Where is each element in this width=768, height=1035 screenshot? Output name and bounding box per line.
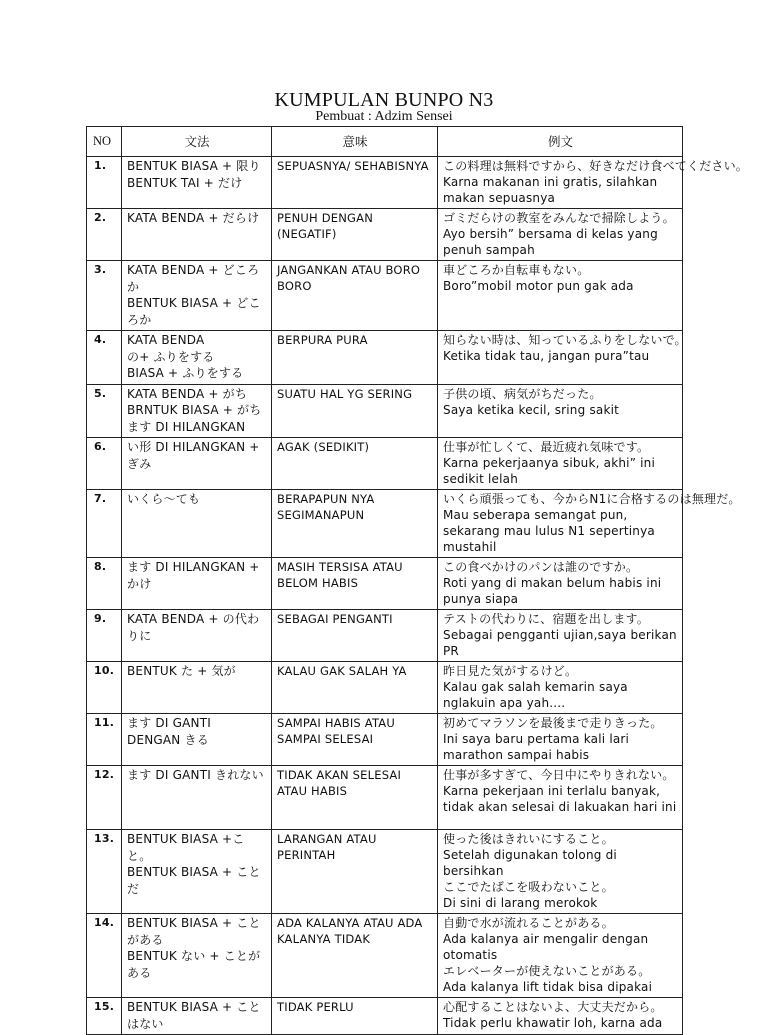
example-japanese: ここでたばこを吸わないこと。 (443, 880, 614, 894)
grammar-form: の+ ふりをする (127, 349, 215, 364)
meaning-cell: MASIH TERSISA ATAU BELOM HABIS (272, 558, 438, 610)
grammar-form-cell (122, 830, 272, 914)
row-number: 4. (87, 331, 122, 385)
example-translation: Kalau gak salah kemarin saya nglakuin apa yah.... (443, 680, 628, 710)
example-japanese: この食べかけのパンは誰のですか。 (443, 560, 639, 574)
example-cell (438, 662, 683, 714)
example-translation: Di sini di larang merokok (443, 896, 598, 910)
grammar-form: BENTUK BIASA + ことだ (127, 865, 261, 896)
grammar-form: い形 DI HILANGKAN + ぎみ (127, 440, 260, 471)
example-japanese: この料理は無料ですから、好きなだけ食べてください。 (443, 159, 749, 173)
example-cell (438, 209, 683, 261)
grammar-form: BENTUK BIASA + ことはない (127, 1000, 261, 1031)
grammar-form: BRNTUK BIASA + がち (127, 403, 262, 417)
grammar-form: BENTUK た + 気が (127, 664, 236, 678)
table-header-row (87, 127, 683, 157)
example-cell (438, 610, 683, 662)
example-japanese: 知らない時は、知っているふりをしないで。 (443, 333, 687, 347)
row-number: 2. (87, 209, 122, 261)
grammar-form-cell (122, 261, 272, 331)
grammar-form: BENTUK ない + ことがある (127, 949, 261, 980)
grammar-form-cell (122, 914, 272, 998)
example-translation: Ada kalanya air mengalir dengan otomatis (443, 932, 649, 962)
example-translation: Mau seberapa semangat pun, sekarang mau lulus N1 sepertinya mustahil (443, 508, 655, 554)
table-row (87, 830, 683, 914)
table-row (87, 438, 683, 490)
grammar-form: KATA BENDA + がち (127, 386, 248, 401)
table-row (87, 610, 683, 662)
meaning-cell: LARANGAN ATAU PERINTAH (272, 830, 438, 914)
table-row (87, 331, 683, 385)
example-japanese: 使った後はきれいにすること。 (443, 832, 614, 846)
example-cell (438, 714, 683, 766)
grammar-form-cell (122, 998, 272, 1035)
table-row (87, 157, 683, 209)
example-cell (438, 830, 683, 914)
row-number: 11. (87, 714, 122, 766)
meaning-cell: SUATU HAL YG SERING (272, 384, 438, 438)
meaning-cell: BERAPAPUN NYA SEGIMANAPUN (272, 490, 438, 558)
row-number: 10. (87, 662, 122, 714)
example-japanese: テストの代わりに、宿題を出します。 (443, 612, 649, 626)
example-japanese: いくら頑張っても、今からN1に合格するのは無理だ。 (443, 492, 741, 506)
example-cell (438, 384, 683, 438)
meaning-cell: PENUH DENGAN (NEGATIF) (272, 209, 438, 261)
example-japanese: 仕事が忙しくて、最近疲れ気味です。 (443, 440, 650, 454)
example-translation: Ketika tidak tau, jangan pura”tau (443, 349, 650, 363)
table-row (87, 209, 683, 261)
grammar-form-cell (122, 766, 272, 830)
grammar-form: BENTUK BIASA +こと。 (127, 832, 245, 863)
example-japanese: 初めてマラソンを最後まで走りきった。 (443, 716, 663, 730)
grammar-form: KATA BENDA (127, 333, 205, 347)
example-japanese: 車どころか自転車もない。 (443, 263, 590, 277)
table-row (87, 558, 683, 610)
table-row (87, 914, 683, 998)
grammar-form-cell (122, 157, 272, 209)
example-translation: Saya ketika kecil, sring sakit (443, 402, 620, 417)
example-translation: Boro”mobil motor pun gak ada (443, 279, 634, 293)
meaning-cell: ADA KALANYA ATAU ADA KALANYA TIDAK (272, 914, 438, 998)
example-translation: Setelah digunakan tolong di bersihkan (443, 848, 617, 878)
table-row (87, 714, 683, 766)
grammar-form-cell (122, 438, 272, 490)
example-cell (438, 331, 687, 385)
grammar-form: ます DI GANTI DENGAN きる (127, 716, 211, 747)
meaning-cell: BERPURA PURA (272, 331, 438, 385)
grammar-form: BENTUK BIASA + ことがある (127, 916, 261, 947)
header-meaning: 意味 (272, 127, 438, 157)
header-grammar: 文法 (122, 127, 272, 157)
example-translation: Ini saya baru pertama kali lari marathon sampai habis (443, 732, 630, 762)
example-translation: Karna pekerjaan ini terlalu banyak, tidak akan selesai di lakuakan hari ini (443, 784, 677, 814)
table-row (87, 384, 683, 438)
example-translation: Ada kalanya lift tidak bisa dipakai (443, 980, 653, 994)
row-number: 6. (87, 438, 122, 490)
grammar-form-cell (122, 714, 272, 766)
document-subtitle: Pembuat : Adzim Sensei (315, 109, 453, 124)
example-cell (438, 998, 683, 1035)
example-translation: Ayo bersih” bersama di kelas yang penuh sampah (443, 227, 658, 257)
example-japanese: 昨日見た気がするけど。 (443, 664, 578, 678)
header-example: 例文 (438, 127, 683, 157)
grammar-form-cell (122, 610, 272, 662)
example-translation: Sebagai pengganti ujian,saya berikan PR (443, 628, 677, 658)
example-japanese: エレベーターが使えないことがある。 (443, 964, 651, 978)
grammar-form-cell (122, 662, 272, 714)
example-cell (438, 157, 749, 209)
example-japanese: 子供の頃、病気がちだった。 (443, 386, 602, 401)
row-number: 12. (87, 766, 122, 830)
table-row (87, 998, 683, 1035)
example-cell (438, 766, 683, 830)
table-row (87, 766, 683, 830)
example-translation: Tidak perlu khawatir loh, karna ada (443, 1016, 663, 1030)
example-translation: Karna makanan ini gratis, silahkan makan sepuasnya (443, 175, 658, 205)
grammar-form: BIASA + ふりをする (127, 366, 244, 380)
grammar-form: ます DI HILANGKAN + かけ (127, 560, 260, 591)
meaning-cell: TIDAK AKAN SELESAI ATAU HABIS (272, 766, 438, 830)
row-number: 13. (87, 830, 122, 914)
example-translation: Roti yang di makan belum habis ini punya siapa (443, 576, 662, 606)
grammar-form: KATA BENDA + の代わりに (127, 612, 260, 643)
meaning-cell: TIDAK PERLU (272, 998, 438, 1035)
grammar-form: ます DI GANTI きれない (127, 768, 264, 782)
table-row (87, 261, 683, 331)
table-row (87, 662, 683, 714)
example-japanese: ゴミだらけの教室をみんなで掃除しよう。 (443, 211, 675, 225)
grammar-form-cell (122, 384, 272, 438)
row-number: 8. (87, 558, 122, 610)
meaning-cell: SEBAGAI PENGANTI (272, 610, 438, 662)
row-number: 14. (87, 914, 122, 998)
example-japanese: 自動で水が流れることがある。 (443, 916, 614, 930)
example-translation: Karna pekerjaanya sibuk, akhi” ini sedikit lelah (443, 456, 655, 486)
example-japanese: 仕事が多すぎて、今日中にやりきれない。 (443, 768, 675, 782)
meaning-cell: AGAK (SEDIKIT) (272, 438, 438, 490)
grammar-form: KATA BENDA + だらけ (127, 211, 260, 225)
row-number: 9. (87, 610, 122, 662)
example-japanese: 心配することはないよ、大丈夫だから。 (443, 1000, 663, 1014)
bunpo-table (86, 126, 749, 1035)
row-number: 1. (87, 157, 122, 209)
header-no: NO (87, 127, 122, 157)
example-cell (438, 914, 683, 998)
grammar-form: ます DI HILANGKAN (127, 419, 246, 434)
row-number: 7. (87, 490, 122, 558)
meaning-cell: JANGANKAN ATAU BORO BORO (272, 261, 438, 331)
example-cell (438, 558, 683, 610)
table-row (87, 490, 683, 558)
grammar-form-cell (122, 209, 272, 261)
example-cell (438, 490, 741, 558)
meaning-cell: SAMPAI HABIS ATAU SAMPAI SELESAI (272, 714, 438, 766)
row-number: 5. (87, 384, 122, 438)
grammar-form: BENTUK BIASA + 限り (127, 159, 261, 173)
grammar-form-cell (122, 558, 272, 610)
table-body (87, 157, 749, 1035)
row-number: 3. (87, 261, 122, 331)
document-title: KUMPULAN BUNPO N3 (274, 89, 494, 111)
row-number: 15. (87, 998, 122, 1035)
meaning-cell: SEPUASNYA/ SEHABISNYA (272, 157, 438, 209)
meaning-cell: KALAU GAK SALAH YA (272, 662, 438, 714)
grammar-form-cell (122, 490, 272, 558)
grammar-form-cell (122, 331, 272, 385)
grammar-form: いくら〜ても (127, 492, 201, 506)
example-cell (438, 261, 683, 331)
grammar-form: BENTUK BIASA + どころか (127, 296, 261, 327)
grammar-form: BENTUK TAI + だけ (127, 175, 243, 190)
grammar-form: KATA BENDA + どころか (127, 263, 260, 294)
example-cell (438, 438, 683, 490)
